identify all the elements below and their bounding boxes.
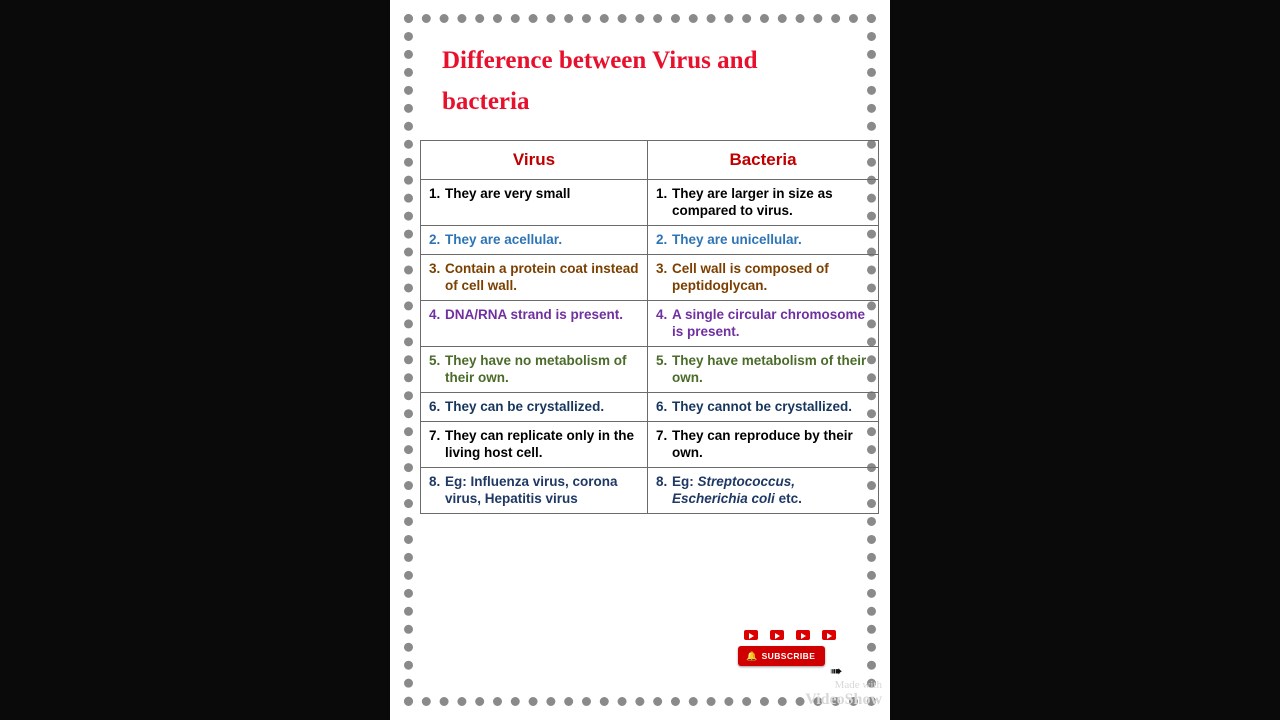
row-number: 4. bbox=[429, 307, 441, 322]
row-number: 6. bbox=[429, 399, 441, 414]
slide-canvas bbox=[390, 0, 890, 720]
play-icon bbox=[822, 630, 836, 640]
cell-text: They can be crystallized. bbox=[445, 399, 605, 414]
cell-text-species: Streptococcus, Escherichia coli bbox=[672, 474, 796, 506]
cell-bacteria-2 bbox=[648, 226, 879, 255]
cell-bacteria-1 bbox=[648, 180, 879, 226]
cell-virus-3 bbox=[421, 255, 648, 301]
cell-virus-5 bbox=[421, 347, 648, 393]
table-header-row bbox=[421, 141, 879, 180]
row-number: 2. bbox=[656, 232, 668, 247]
row-number: 5. bbox=[429, 353, 441, 368]
play-icon bbox=[796, 630, 810, 640]
cell-text: They are larger in size as compared to virus. bbox=[672, 186, 833, 218]
cell-virus-6 bbox=[421, 393, 648, 422]
letterbox-left bbox=[0, 0, 390, 720]
row-number: 2. bbox=[429, 232, 441, 247]
watermark bbox=[805, 679, 882, 708]
cell-text: They can reproduce by their own. bbox=[672, 428, 853, 460]
row-number: 8. bbox=[656, 474, 668, 489]
watermark-bottom-text: VideoShow bbox=[805, 691, 882, 708]
cell-bacteria-5 bbox=[648, 347, 879, 393]
cell-text: They have metabolism of their own. bbox=[672, 353, 867, 385]
cell-text: They are acellular. bbox=[445, 232, 563, 247]
cell-text: They are very small bbox=[445, 186, 571, 201]
letterbox-right bbox=[890, 0, 1280, 720]
table-row bbox=[421, 226, 879, 255]
row-number: 4. bbox=[656, 307, 668, 322]
cell-text: They can replicate only in the living host cell. bbox=[445, 428, 635, 460]
column-header-virus: Virus bbox=[421, 141, 648, 180]
row-number: 7. bbox=[429, 428, 441, 443]
cell-virus-4 bbox=[421, 301, 648, 347]
page-title: Difference between Virus and bacteria bbox=[442, 47, 758, 115]
cell-text-prefix: Eg: bbox=[672, 474, 698, 489]
table-row bbox=[421, 393, 879, 422]
row-number: 8. bbox=[429, 474, 441, 489]
watermark-top-text: Made with bbox=[834, 679, 882, 691]
cell-text: They are unicellular. bbox=[672, 232, 802, 247]
cell-text: They have no metabolism of their own. bbox=[445, 353, 627, 385]
cell-bacteria-8 bbox=[648, 468, 879, 514]
cell-virus-2 bbox=[421, 226, 648, 255]
cell-virus-8 bbox=[421, 468, 648, 514]
cell-bacteria-4 bbox=[648, 301, 879, 347]
table-row bbox=[421, 180, 879, 226]
row-number: 3. bbox=[656, 261, 668, 276]
cell-bacteria-3 bbox=[648, 255, 879, 301]
cell-text: They cannot be crystallized. bbox=[672, 399, 853, 414]
table-row bbox=[421, 255, 879, 301]
cell-text bbox=[672, 473, 870, 507]
table-row bbox=[421, 301, 879, 347]
row-number: 6. bbox=[656, 399, 668, 414]
play-badges bbox=[744, 630, 836, 640]
cell-text: A single circular chromosome is present. bbox=[672, 307, 866, 339]
row-number: 1. bbox=[656, 186, 668, 201]
table-row bbox=[421, 422, 879, 468]
column-header-bacteria: Bacteria bbox=[648, 141, 879, 180]
table-row bbox=[421, 468, 879, 514]
table-row bbox=[421, 347, 879, 393]
subscribe-button[interactable] bbox=[738, 646, 825, 666]
cell-text: DNA/RNA strand is present. bbox=[445, 307, 624, 322]
mouse-cursor-icon: ➠ bbox=[830, 663, 843, 680]
row-number: 1. bbox=[429, 186, 441, 201]
cell-virus-7 bbox=[421, 422, 648, 468]
cell-text: Eg: Influenza virus, corona virus, Hepatitis virus bbox=[445, 474, 618, 506]
row-number: 3. bbox=[429, 261, 441, 276]
play-icon bbox=[744, 630, 758, 640]
cell-text: Cell wall is composed of peptidoglycan. bbox=[672, 261, 829, 293]
bell-icon: 🔔 bbox=[746, 650, 758, 661]
cell-bacteria-7 bbox=[648, 422, 879, 468]
cell-text: Contain a protein coat instead of cell wall. bbox=[445, 261, 639, 293]
play-icon bbox=[770, 630, 784, 640]
subscribe-label: SUBSCRIBE bbox=[761, 651, 816, 661]
row-number: 5. bbox=[656, 353, 668, 368]
cell-virus-1 bbox=[421, 180, 648, 226]
cell-bacteria-6 bbox=[648, 393, 879, 422]
cell-text-suffix: etc. bbox=[774, 491, 802, 506]
comparison-table bbox=[420, 140, 879, 514]
row-number: 7. bbox=[656, 428, 668, 443]
